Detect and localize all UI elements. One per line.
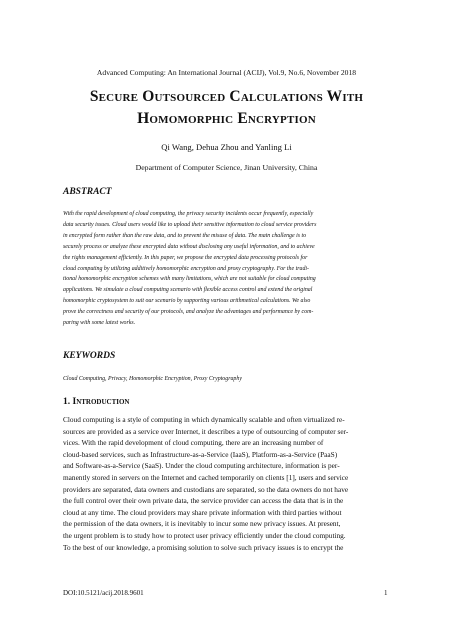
- abstract-line: in encrypted form rather than the raw data, and to prevent the misuse of data. The main challenge is to: [63, 232, 307, 239]
- abstract-line: paring with some latest works.: [63, 320, 136, 327]
- abstract-line: cloud computing by utilizing additively homomorphic encryption and proxy cryptography. For the tradi-: [63, 265, 310, 272]
- introduction-heading: 1. Introduction: [63, 397, 130, 407]
- abstract-line: data security issues. Cloud users would like to upload their sensitive information to cloud service providers: [63, 221, 317, 228]
- abstract-heading: ABSTRACT: [63, 187, 112, 197]
- intro-line: sources are provided as a service over Internet, it describes a type of outsourcing of computer ser-: [63, 426, 349, 436]
- intro-line: the urgent problem is to study how to protect user privacy efficiently under the cloud computing.: [63, 530, 346, 540]
- abstract-line: prove the correctness and security of our protocols, and analyze the advantages and performance by com-: [63, 309, 314, 316]
- journal-running-head: Advanced Computing: An International Journal (ACIJ), Vol.9, No.6, November 2018: [96, 68, 357, 77]
- intro-line: vices. With the rapid development of cloud computing, there are an increasing number of: [63, 438, 324, 448]
- keywords-text: Cloud Computing, Privacy, Homomorphic Encryption, Proxy Cryptography: [63, 376, 242, 382]
- keywords-heading: KEYWORDS: [63, 351, 116, 361]
- footer-page-number: 1: [384, 589, 388, 597]
- paper-title-line-2: Homomorphic Encryption: [137, 110, 316, 127]
- intro-line: cloud at any time. The cloud providers may share private information with third parties without: [63, 507, 342, 517]
- paper-title-line-1: Secure Outsourced Calculations With: [89, 88, 364, 105]
- abstract-line: the rights management efficiently. In this paper, we propose the encrypted data processing protocols for: [63, 254, 308, 261]
- introduction-body: [63, 414, 390, 553]
- abstract-line: securely process or analyze these encrypted data without disclosing any useful information, and to achieve: [63, 243, 315, 250]
- abstract-body: [63, 209, 388, 329]
- intro-line: the permission of the data owners, it is inevitably to incur some new privacy issues. At present,: [63, 519, 341, 529]
- abstract-line: applications. We simulate a cloud computing scenario with flexible access control and extend the original: [63, 287, 313, 294]
- intro-line: Cloud computing is a style of computing in which dynamically scalable and often virtualized re-: [63, 415, 345, 424]
- intro-line: To the best of our knowledge, a promising solution to solve such privacy issues is to encrypt the: [63, 542, 344, 552]
- footer-doi: DOI:10.5121/acij.2018.9601: [63, 589, 144, 597]
- intro-line: cloud-based services, such as Infrastructure-as-a-Service (IaaS), Platform-as-a-Service (PaaS): [63, 449, 338, 459]
- paper-authors: Qi Wang, Dehua Zhou and Yanling Li: [161, 142, 292, 152]
- intro-line: providers are separated, data owners and custodians are separated, so the data owners do not have: [63, 484, 349, 494]
- intro-line: and Software-as-a-Service (SaaS). Under the cloud computing architecture, information is per-: [63, 461, 340, 471]
- paper-affiliation: Department of Computer Science, Jinan University, China: [135, 163, 318, 172]
- abstract-line: With the rapid development of cloud computing, the privacy security incidents occur frequently, especially: [63, 211, 314, 217]
- abstract-line: tional homomorphic encryption schemes with many limitations, which are not suitable for cloud computing: [63, 276, 316, 283]
- abstract-line: homomorphic cryptosystem to suit our scenario by supporting various arithmetical calculations. We also: [63, 298, 311, 305]
- intro-line: manently stored in servers on the Internet and cached temporarily on clients [1], users and service: [63, 472, 349, 482]
- intro-line: the full control over their own private data, the service provider can access the data that is in the: [63, 496, 344, 506]
